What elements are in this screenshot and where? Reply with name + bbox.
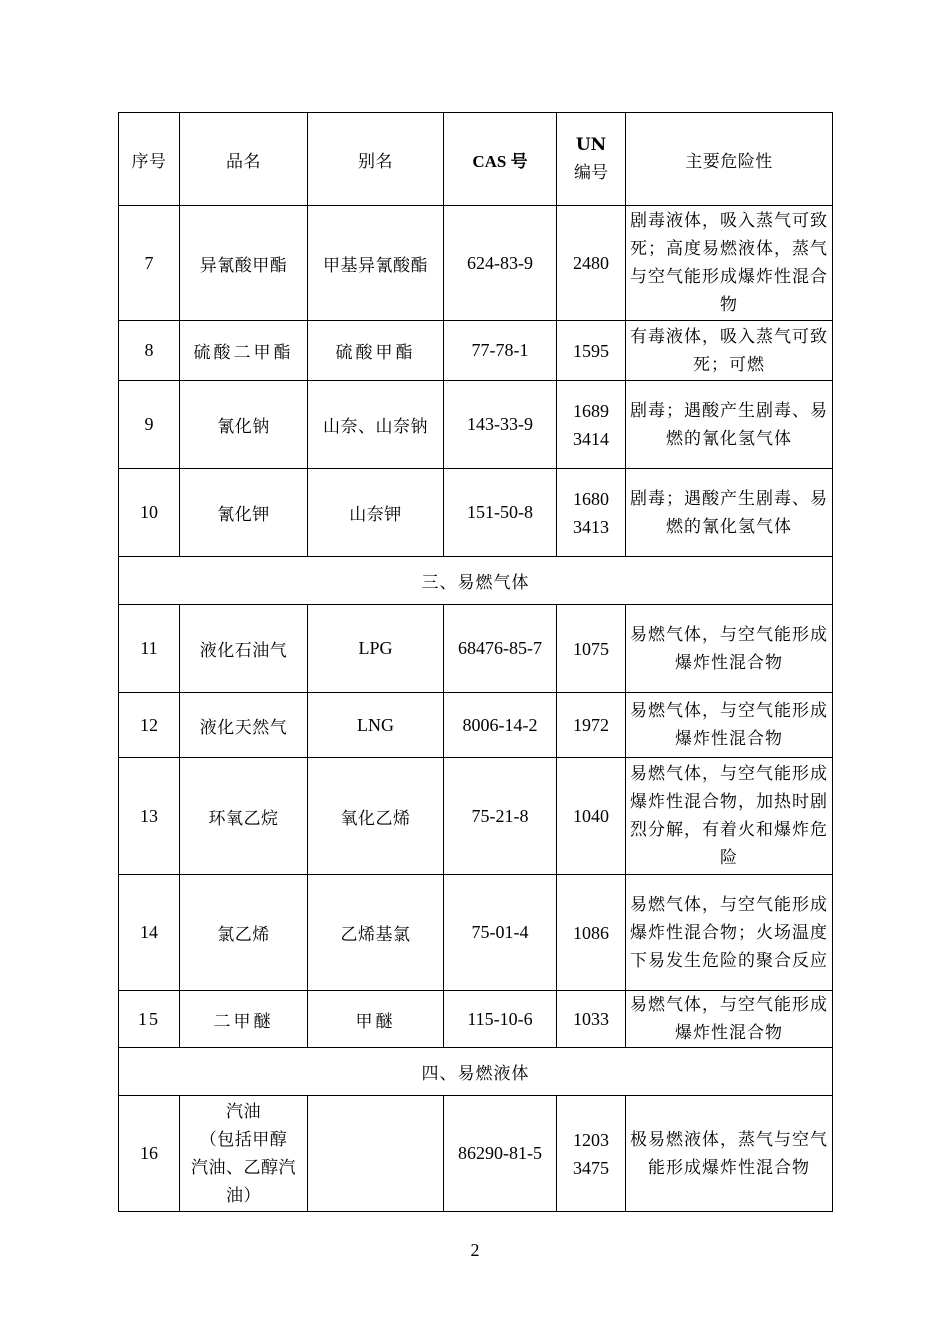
cell-name: 环氧乙烷 (180, 758, 308, 875)
un-number: 1040 (573, 806, 609, 826)
cell-cas: 8006-14-2 (444, 693, 557, 758)
header-un (557, 113, 626, 206)
cell-cas: 77-78-1 (444, 321, 557, 381)
un-number: 1086 (573, 922, 609, 943)
table-row (119, 875, 833, 991)
cell-alias: 甲基异氰酸酯 (308, 206, 444, 321)
cell-cas: 143-33-9 (444, 381, 557, 469)
cell-hazard: 剧毒；遇酸产生剧毒、易燃的氰化氢气体 (626, 469, 833, 557)
cell-seq: 12 (119, 693, 180, 758)
cell-cas: 68476-85-7 (444, 605, 557, 693)
cell-un (557, 206, 626, 321)
cell-hazard: 剧毒液体，吸入蒸气可致死；高度易燃液体，蒸气与空气能形成爆炸性混合物 (626, 206, 833, 321)
cell-seq: 9 (119, 381, 180, 469)
un-number: 1033 (573, 1009, 609, 1029)
header-un-line2: 编号 (574, 163, 608, 183)
un-number: 1075 (573, 638, 609, 659)
cell-hazard: 有毒液体，吸入蒸气可致死；可燃 (626, 321, 833, 381)
cell-name (180, 1096, 308, 1212)
cell-alias: 乙烯基氯 (308, 875, 444, 991)
cell-name: 氯乙烯 (180, 875, 308, 991)
table-row (119, 758, 833, 875)
cell-un (557, 991, 626, 1048)
cell-name: 液化天然气 (180, 693, 308, 758)
name-line: 油） (226, 1185, 261, 1206)
cell-name: 二甲醚 (180, 991, 308, 1048)
cell-alias: 氧化乙烯 (308, 758, 444, 875)
un-number: 1689 (573, 400, 609, 421)
cell-alias: 山奈钾 (308, 469, 444, 557)
un-number: 3475 (573, 1157, 609, 1178)
cell-seq: 13 (119, 758, 180, 875)
table-row (119, 991, 833, 1048)
cell-cas: 624-83-9 (444, 206, 557, 321)
table-row (119, 321, 833, 381)
cell-name: 液化石油气 (180, 605, 308, 693)
cell-hazard: 剧毒；遇酸产生剧毒、易燃的氰化氢气体 (626, 381, 833, 469)
cell-seq: 16 (119, 1096, 180, 1212)
table-row (119, 469, 833, 557)
header-name: 品名 (180, 113, 308, 206)
un-number: 1203 (573, 1129, 609, 1150)
un-number: 1972 (573, 715, 609, 735)
cell-name: 硫酸二甲酯 (180, 321, 308, 381)
cell-hazard: 易燃气体，与空气能形成爆炸性混合物 (626, 991, 833, 1048)
cell-seq: 7 (119, 206, 180, 321)
cell-alias: 硫酸甲酯 (308, 321, 444, 381)
hazardous-chemicals-table (118, 112, 833, 1212)
cell-un (557, 693, 626, 758)
cell-un (557, 758, 626, 875)
name-line: （包括甲醇 (199, 1129, 288, 1150)
cell-cas: 151-50-8 (444, 469, 557, 557)
cell-name: 异氰酸甲酯 (180, 206, 308, 321)
cell-hazard: 极易燃液体，蒸气与空气能形成爆炸性混合物 (626, 1096, 833, 1212)
cell-un (557, 381, 626, 469)
cell-name: 氰化钠 (180, 381, 308, 469)
page-number: 2 (470, 1240, 480, 1260)
header-seq: 序号 (119, 113, 180, 206)
cell-un (557, 1096, 626, 1212)
table-row (119, 1096, 833, 1212)
table-row (119, 381, 833, 469)
cell-seq: 15 (119, 991, 180, 1048)
cell-name: 氰化钾 (180, 469, 308, 557)
cell-cas: 115-10-6 (444, 991, 557, 1048)
un-number: 3414 (573, 428, 609, 449)
table-row (119, 605, 833, 693)
cell-alias: 甲醚 (308, 991, 444, 1048)
header-row (119, 113, 833, 206)
cell-cas: 75-21-8 (444, 758, 557, 875)
cell-seq: 10 (119, 469, 180, 557)
name-line: 汽油、乙醇汽 (191, 1157, 296, 1178)
cell-alias: LPG (308, 605, 444, 693)
cell-un (557, 469, 626, 557)
table-row (119, 206, 833, 321)
un-number: 2480 (573, 253, 609, 273)
cell-un (557, 875, 626, 991)
cell-seq: 11 (119, 605, 180, 693)
table-row (119, 693, 833, 758)
section-heading: 三、易燃气体 (119, 557, 833, 605)
header-cas: CAS 号 (444, 113, 557, 206)
un-number: 1680 (573, 488, 609, 509)
cell-un (557, 605, 626, 693)
cell-alias (308, 1096, 444, 1212)
section-row (119, 557, 833, 605)
cell-seq: 14 (119, 875, 180, 991)
cell-seq: 8 (119, 321, 180, 381)
cell-alias: LNG (308, 693, 444, 758)
header-hazard: 主要危险性 (626, 113, 833, 206)
cell-un (557, 321, 626, 381)
header-alias: 别名 (308, 113, 444, 206)
cell-hazard: 易燃气体，与空气能形成爆炸性混合物 (626, 693, 833, 758)
section-heading: 四、易燃液体 (119, 1048, 833, 1096)
cell-hazard: 易燃气体，与空气能形成爆炸性混合物，加热时剧烈分解，有着火和爆炸危险 (626, 758, 833, 875)
cell-cas: 75-01-4 (444, 875, 557, 991)
un-number: 3413 (573, 516, 609, 537)
cell-alias: 山奈、山奈钠 (308, 381, 444, 469)
cell-hazard: 易燃气体，与空气能形成爆炸性混合物；火场温度下易发生危险的聚合反应 (626, 875, 833, 991)
header-un-line1: UN (575, 135, 607, 155)
name-line: 汽油 (226, 1101, 261, 1122)
cell-cas: 86290-81-5 (444, 1096, 557, 1212)
section-row (119, 1048, 833, 1096)
un-number: 1595 (573, 340, 609, 361)
cell-hazard: 易燃气体，与空气能形成爆炸性混合物 (626, 605, 833, 693)
